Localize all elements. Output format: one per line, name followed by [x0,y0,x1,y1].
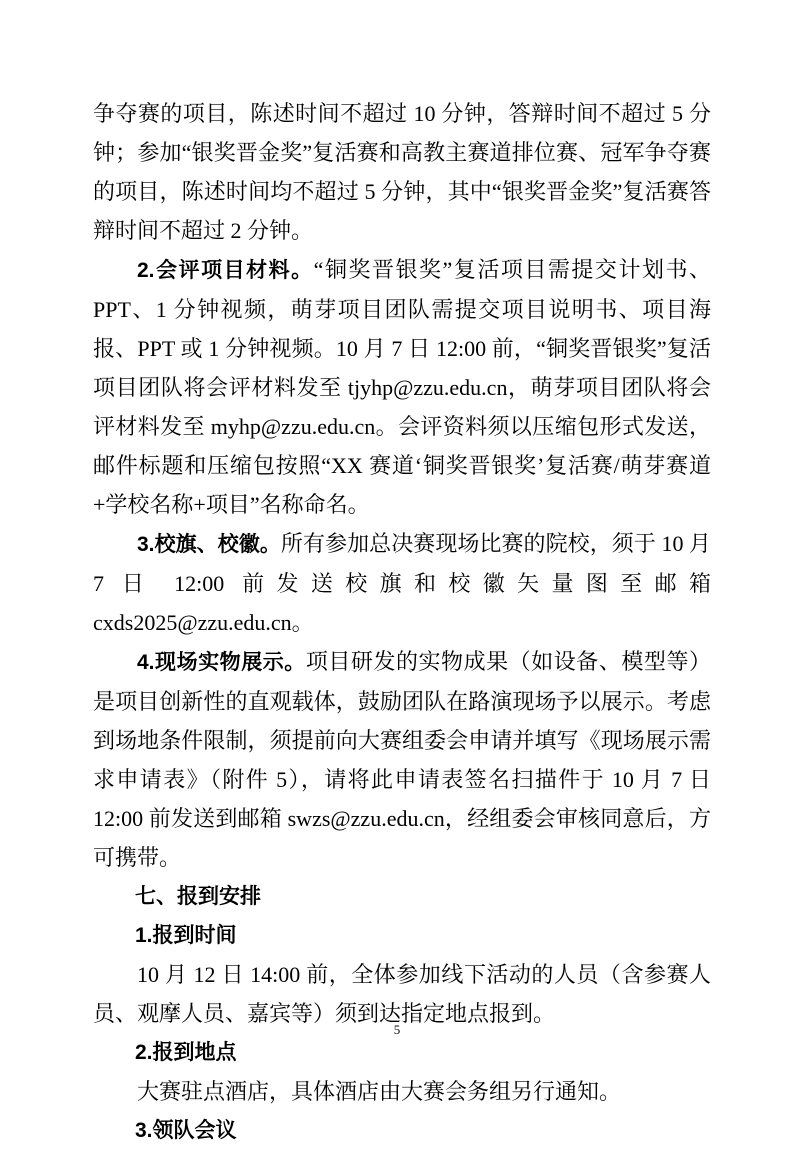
paragraph-onsite-exhibits-text: 项目研发的实物成果（如设备、模型等）是项目创新性的直观载体，鼓励团队在路演现场予以展示。考虑到场地条件限制，须提前向大赛组委会申请并填写《现场展示需求申请表》（附件 5），请将此申请表签名扫描件于 10 月 7 日 12:00 前发送到邮箱 swzs@zzu.edu.cn，经组委会审核同意后，方可携带。 [93,649,711,870]
paragraph-presentation-time-rules: 争夺赛的项目，陈述时间不超过 10 分钟，答辩时间不超过 5 分钟；参加“银奖晋金奖”复活赛和高教主赛道排位赛、冠军争夺赛的项目，陈述时间均不超过 5 分钟，其中“银奖晋金奖”复活赛答辩时间不超过 2 分钟。 [93,101,711,243]
paragraph-review-materials-text: “铜奖晋银奖”复活项目需提交计划书、PPT、1 分钟视频，萌芽项目团队需提交项目说明书、项目海报、PPT 或 1 分钟视频。10 月 7 日 12:00 前，“铜奖晋银奖”复活项目团队将会评材料发至 tjyhp@zzu.edu.cn，萌芽项目团队将会评材料发至 myhp@zzu.edu.cn。会评资料须以压缩包形式发送，邮件标题和压缩包按照“XX 赛道‘铜奖晋银奖’复活赛/萌芽赛道+学校名称+项目”名称命名。 [93,257,712,517]
heading-check-in-time: 1.报到时间 [135,924,237,947]
paragraph-review-materials [93,250,711,524]
heading-check-in-location: 2.报到地点 [135,1041,237,1064]
paragraph-school-flag-emblem [93,524,711,642]
document-body [93,94,711,1150]
paragraph-check-in-time-detail: 10 月 12 日 14:00 前，全体参加线下活动的人员（含参赛人员、观摩人员、嘉宾等）须到达指定地点报到。 [93,962,711,1026]
paragraph-onsite-exhibits-label: 4.现场实物展示。 [137,651,306,674]
paragraph-check-in-location-detail: 大赛驻点酒店，具体酒店由大赛会务组另行通知。 [137,1079,622,1104]
paragraph-review-materials-label: 2.会评项目材料。 [137,259,314,282]
paragraph-onsite-exhibits [93,642,711,877]
paragraph-school-flag-emblem-label: 3.校旗、校徽。 [137,533,281,556]
heading-section-check-in-arrangements: 七、报到安排 [135,885,261,908]
heading-team-leader-meeting: 3.领队会议 [135,1119,237,1142]
page-number: 5 [393,1022,401,1037]
paragraph-school-flag-emblem-text: 所有参加总决赛现场比赛的院校，须于 10 月 7 日 12:00 前发送校旗和校徽矢量图至邮箱 cxds2025@zzu.edu.cn。 [93,531,711,635]
